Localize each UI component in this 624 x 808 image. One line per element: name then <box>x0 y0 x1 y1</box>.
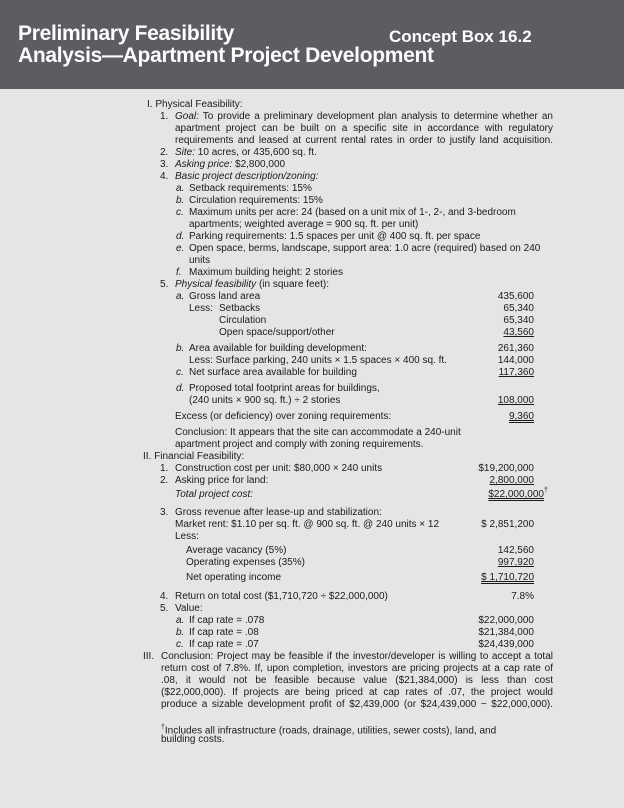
item-letter-b: b. <box>176 195 185 206</box>
excess-value: 9,360 <box>508 411 534 422</box>
page-title-line-2: Analysis—Apartment Project Development <box>18 44 434 67</box>
cap-rate-a-value: $22,000,000 <box>478 615 534 626</box>
cap-rate-b-value: $21,384,000 <box>478 627 534 638</box>
item-letter-e: e. <box>176 243 185 254</box>
value-number: 5. <box>160 603 169 614</box>
area-available-label: Area available for building development: <box>189 343 367 354</box>
total-cost-value <box>488 487 548 501</box>
feas-letter-a: a. <box>176 291 185 302</box>
max-units-line-2: apartments; weighted average = 900 sq. ft. per unit) <box>189 219 419 230</box>
feas-letter-c: c. <box>176 367 184 378</box>
price-number: 3. <box>160 159 169 170</box>
circulation-label: Circulation <box>219 315 267 326</box>
description-label <box>175 171 318 183</box>
section-heading-financial: II. Financial Feasibility: <box>143 451 245 462</box>
return-label: Return on total cost ($1,710,720 ÷ $22,000,000) <box>175 591 388 602</box>
net-surface-label: Net surface area available for building <box>189 367 357 378</box>
less-label: Less: <box>189 303 213 314</box>
net-surface-value: 117,360 <box>498 367 534 378</box>
cap-rate-c-value: $24,439,000 <box>478 639 534 650</box>
cap-rate-a-label: If cap rate = .078 <box>189 615 265 626</box>
gross-land-value: 435,600 <box>497 291 534 302</box>
goal-number: 1. <box>160 111 169 122</box>
noi-value: $ 1,710,720 <box>481 572 534 583</box>
parking-requirement: Parking requirements: 1.5 spaces per unit @ 400 sq. ft. per space <box>189 231 481 242</box>
total-cost-label <box>175 489 253 501</box>
item-letter <box>176 343 184 355</box>
physical-conclusion-line-1: Conclusion: It appears that the site can accommodate a 240-unit <box>175 427 461 438</box>
gross-number: 3. <box>160 507 169 518</box>
footnote-text-1: Includes all infrastructure (roads, drainage, utilities, sewer costs), land, and <box>164 725 497 737</box>
open-space-line-2: units <box>189 255 211 266</box>
item-letter <box>176 291 184 303</box>
gross-revenue-label: Gross revenue after lease-up and stabilization: <box>175 507 382 518</box>
open-space-value: 43,560 <box>503 327 534 338</box>
construction-cost-value: $19,200,000 <box>478 463 534 474</box>
vacancy-label: Average vacancy (5%) <box>186 545 287 556</box>
item-letter <box>176 195 184 207</box>
item-letter <box>176 383 184 395</box>
value-letter-c: c. <box>176 639 184 650</box>
circulation-requirement: Circulation requirements: 15% <box>189 195 323 206</box>
cap-rate-b-label: If cap rate = .08 <box>189 627 259 638</box>
price-label: Asking price: <box>175 159 233 170</box>
construction-cost-label: Construction cost per unit: $80,000 × 240 units <box>175 463 383 474</box>
total-cost-amount: $22,000,000 <box>488 489 544 500</box>
open-space-label: Open space/support/other <box>219 327 335 338</box>
setbacks-value: 65,340 <box>503 303 534 314</box>
return-value: 7.8% <box>511 591 534 602</box>
feasibility-label-text: Physical feasibility <box>175 279 257 290</box>
conclusion-line-1: Conclusion: Project may be feasible if the investor/developer is willing to accept a total <box>161 651 553 662</box>
item-letter <box>176 243 184 255</box>
market-rent-label: Market rent: $1.10 per sq. ft. @ 900 sq. ft. @ 240 units × 12 <box>175 519 440 530</box>
noi-label: Net operating income <box>186 572 282 583</box>
item-letter <box>176 639 184 651</box>
dagger-mark: † <box>544 487 548 494</box>
item-letter <box>176 367 184 379</box>
opex-value: 997,920 <box>497 557 534 568</box>
price-line <box>175 159 285 171</box>
item-letter <box>176 231 184 243</box>
open-space-line-1: Open space, berms, landscape, support area: 1.0 acre (required) based on 240 <box>189 243 541 254</box>
description-label-text: Basic project description/zoning: <box>175 171 319 182</box>
feasibility-number: 5. <box>160 279 169 290</box>
concept-box-label: Concept Box 16.2 <box>389 27 532 46</box>
surface-parking-value: 144,000 <box>497 355 534 366</box>
page-title-line-1: Preliminary Feasibility <box>18 22 235 45</box>
conclusion-line-4: ($22,000,000). If projects are being priced at cap rates of .07, the project would <box>161 687 553 698</box>
goal-label: Goal: <box>175 111 199 122</box>
cap-rate-c-label: If cap rate = .07 <box>189 639 259 650</box>
footnote-mark: † <box>161 724 165 731</box>
goal-line-1 <box>175 111 553 123</box>
description-number: 4. <box>160 171 169 182</box>
value-letter-a: a. <box>176 615 185 626</box>
footprint-line-2: (240 units × 900 sq. ft.) ÷ 2 stories <box>189 395 341 406</box>
max-height: Maximum building height: 2 stories <box>189 267 343 278</box>
item-letter <box>176 207 184 219</box>
gross-land-label: Gross land area <box>189 291 261 302</box>
total-cost-label-text: Total project cost: <box>175 489 254 500</box>
section-heading-physical: I. Physical Feasibility: <box>147 99 243 110</box>
footprint-value: 108,000 <box>497 395 534 406</box>
feasibility-label <box>175 279 329 291</box>
excess-label: Excess (or deficiency) over zoning requirements: <box>175 411 392 422</box>
item-letter-a: a. <box>176 183 185 194</box>
feasibility-label-suffix: (in square feet): <box>258 279 329 290</box>
price-value: $2,800,000 <box>235 159 286 170</box>
vacancy-value: 142,560 <box>497 545 534 556</box>
return-number: 4. <box>160 591 169 602</box>
setback-requirement: Setback requirements: 15% <box>189 183 312 194</box>
land-price-value: 2,800,000 <box>489 475 534 486</box>
market-rent-value: $ 2,851,200 <box>481 519 534 530</box>
item-letter <box>176 267 182 279</box>
conclusion-line-5: produce a sizable development profit of $2,439,000 (or $24,439,000 − $22,000,000). <box>161 699 553 710</box>
header-banner <box>0 0 624 89</box>
value-letter-b: b. <box>176 627 185 638</box>
conclusion-line-3: .08, it would not be feasible because value ($21,384,000) is less than cost <box>161 675 553 686</box>
physical-conclusion-line-2: apartment project and comply with zoning requirements. <box>175 439 424 450</box>
opex-label: Operating expenses (35%) <box>186 557 305 568</box>
area-available-value: 261,360 <box>497 343 534 354</box>
site-value: 10 acres, or 435,600 sq. ft. <box>197 147 317 158</box>
item-letter <box>176 615 184 627</box>
footnote-line-2: building costs. <box>161 734 225 745</box>
value-label: Value: <box>175 603 203 614</box>
land-number: 2. <box>160 475 169 486</box>
goal-line-2: apartment project can be built on a specific site in accordance with regulatory <box>175 123 553 134</box>
goal-text-1: To provide a preliminary development plan analysis to determine whether an <box>202 111 553 122</box>
goal-line-3: requirements and leased at current rental rates in order to justify land acquisition. <box>175 135 553 146</box>
site-label: Site: <box>175 147 196 158</box>
footprint-line-1: Proposed total footprint areas for buildings, <box>189 383 380 394</box>
document-body <box>0 89 624 808</box>
site-number: 2. <box>160 147 169 158</box>
less-label: Less: <box>175 531 199 542</box>
item-letter-f: f. <box>176 267 182 278</box>
max-units-line-1: Maximum units per acre: 24 (based on a unit mix of 1-, 2-, and 3-bedroom <box>189 207 516 218</box>
item-letter-c: c. <box>176 207 184 218</box>
surface-parking-label: Less: Surface parking, 240 units × 1.5 spaces × 400 sq. ft. <box>189 355 447 366</box>
feas-letter-b: b. <box>176 343 185 354</box>
land-price-label: Asking price for land: <box>175 475 269 486</box>
site-line <box>175 147 317 159</box>
item-letter-d: d. <box>176 231 185 242</box>
feas-letter-d: d. <box>176 383 185 394</box>
item-letter <box>176 627 184 639</box>
conclusion-line-2: return cost of 7.8%. If, upon completion, investors are pricing projects at a cap rate of <box>161 663 553 674</box>
circulation-value: 65,340 <box>503 315 534 326</box>
item-letter <box>176 183 184 195</box>
setbacks-label: Setbacks <box>219 303 261 314</box>
cost-number: 1. <box>160 463 169 474</box>
conclusion-number: III. <box>143 651 155 662</box>
